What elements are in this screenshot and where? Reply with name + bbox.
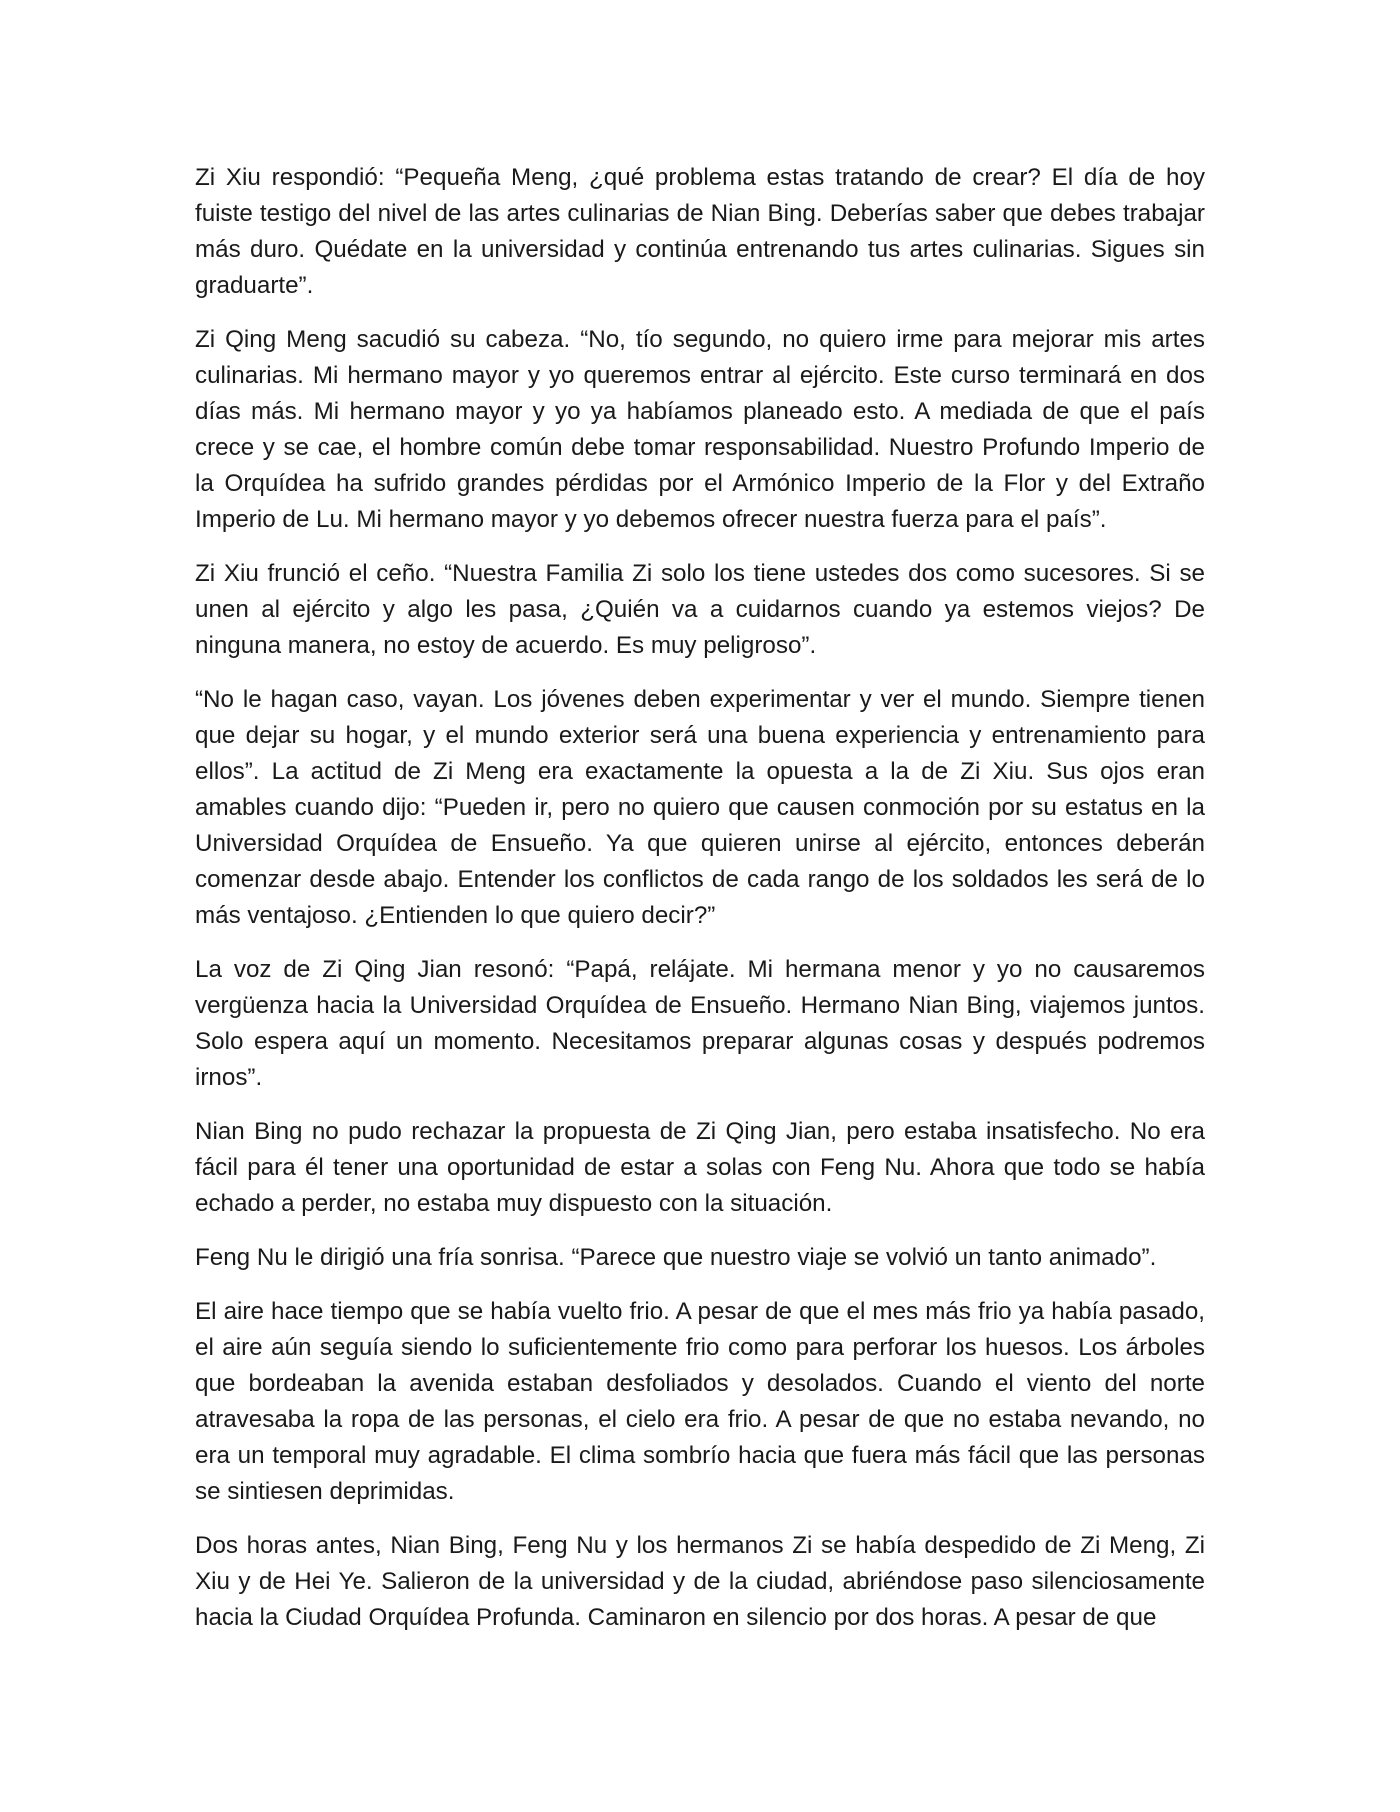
paragraph-2: Zi Qing Meng sacudió su cabeza. “No, tío segundo, no quiero irme para mejorar mis artes culinarias. Mi hermano mayor y yo queremos entrar al ejército. Este curso terminará en dos días más. Mi hermano mayor y yo ya habíamos planeado esto. A mediada de que el país crece y se cae, el hombre común debe tomar responsabilidad. Nuestro Profundo Imperio de la Orquídea ha sufrido grandes pérdidas por el Armónico Imperio de la Flor y del Extraño Imperio de Lu. Mi hermano mayor y yo debemos ofrecer nuestra fuerza para el país”.	[195, 326, 1205, 533]
paragraph-5: La voz de Zi Qing Jian resonó: “Papá, relájate. Mi hermana menor y yo no causaremos vergüenza hacia la Universidad Orquídea de Ensueño. Hermano Nian Bing, viajemos juntos. Solo espera aquí un momento. Necesitamos preparar algunas cosas y después podremos irnos”.	[195, 956, 1205, 1091]
paragraph-6: Nian Bing no pudo rechazar la propuesta de Zi Qing Jian, pero estaba insatisfecho. No era fácil para él tener una oportunidad de estar a solas con Feng Nu. Ahora que todo se había echado a perder, no estaba muy dispuesto con la situación.	[195, 1118, 1205, 1217]
paragraph-4: “No le hagan caso, vayan. Los jóvenes deben experimentar y ver el mundo. Siempre tienen que dejar su hogar, y el mundo exterior será una buena experiencia y entrenamiento para ellos”. La actitud de Zi Meng era exactamente la opuesta a la de Zi Xiu. Sus ojos eran amables cuando dijo: “Pueden ir, pero no quiero que causen conmoción por su estatus en la Universidad Orquídea de Ensueño. Ya que quieren unirse al ejército, entonces deberán comenzar desde abajo. Entender los conflictos de cada rango de los soldados les será de lo más ventajoso. ¿Entienden lo que quiero decir?”	[195, 686, 1205, 929]
document-body	[195, 160, 1205, 1654]
paragraph-1: Zi Xiu respondió: “Pequeña Meng, ¿qué problema estas tratando de crear? El día de hoy fuiste testigo del nivel de las artes culinarias de Nian Bing. Deberías saber que debes trabajar más duro. Quédate en la universidad y continúa entrenando tus artes culinarias. Sigues sin graduarte”.	[195, 164, 1205, 299]
paragraph-9: Dos horas antes, Nian Bing, Feng Nu y los hermanos Zi se había despedido de Zi Meng, Zi Xiu y de Hei Ye. Salieron de la universidad y de la ciudad, abriéndose paso silenciosamente hacia la Ciudad Orquídea Profunda. Caminaron en silencio por dos horas. A pesar de que	[195, 1532, 1205, 1631]
paragraph-8: El aire hace tiempo que se había vuelto frio. A pesar de que el mes más frio ya había pasado, el aire aún seguía siendo lo suficientemente frio como para perforar los huesos. Los árboles que bordeaban la avenida estaban desfoliados y desolados. Cuando el viento del norte atravesaba la ropa de las personas, el cielo era frio. A pesar de que no estaba nevando, no era un temporal muy agradable. El clima sombrío hacia que fuera más fácil que las personas se sintiesen deprimidas.	[195, 1298, 1205, 1505]
paragraph-3: Zi Xiu frunció el ceño. “Nuestra Familia Zi solo los tiene ustedes dos como sucesores. Si se unen al ejército y algo les pasa, ¿Quién va a cuidarnos cuando ya estemos viejos? De ninguna manera, no estoy de acuerdo. Es muy peligroso”.	[195, 560, 1205, 659]
paragraph-7: Feng Nu le dirigió una fría sonrisa. “Parece que nuestro viaje se volvió un tanto animado”.	[195, 1244, 1157, 1271]
